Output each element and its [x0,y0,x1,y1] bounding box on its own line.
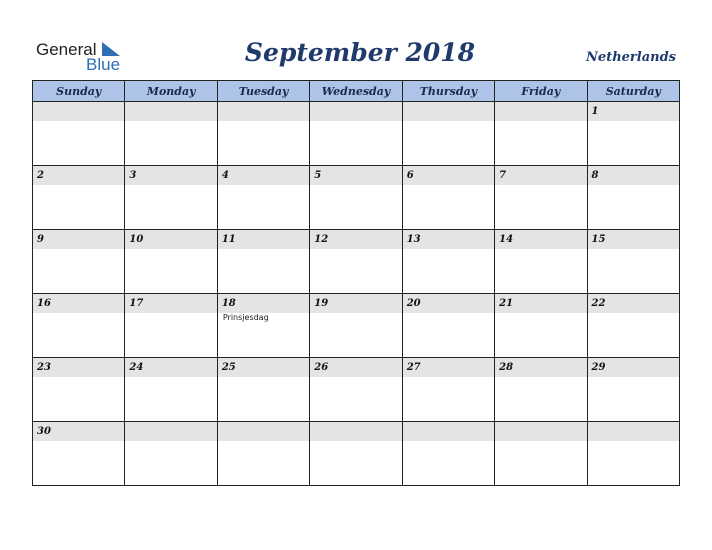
day-cell [217,422,309,486]
day-cell [217,166,309,230]
week-row [33,230,680,294]
day-cell [217,358,309,422]
day-band [403,422,494,441]
day-number: 7 [499,170,507,181]
logo-text-general: General [36,40,97,59]
day-number: 23 [37,362,51,373]
day-cell [125,230,217,294]
day-number: 18 [221,298,236,309]
day-number: 24 [129,362,144,373]
day-number: 11 [221,234,236,245]
day-number: 3 [129,170,137,181]
day-band [125,166,216,185]
day-band [310,422,401,441]
day-cell [402,102,494,166]
day-cell [402,422,494,486]
weekday-header-monday: Monday [125,81,217,102]
day-cell [33,166,125,230]
day-number: 13 [406,234,421,245]
day-number: 5 [314,170,322,181]
day-cell [587,166,679,230]
day-number: 14 [499,234,514,245]
day-band [125,102,216,121]
day-number: 12 [314,234,329,245]
day-band [33,102,124,121]
weekday-header-friday: Friday [495,81,587,102]
logo-text-blue: Blue [86,55,121,74]
day-band [495,102,586,121]
calendar-title: September 2018 [244,38,476,67]
day-band [33,230,124,249]
day-band [495,422,586,441]
day-cell [125,294,217,358]
day-number: 9 [37,234,44,245]
day-cell [495,358,587,422]
day-cell [310,230,402,294]
day-band [218,102,309,121]
weekday-header-tuesday: Tuesday [217,81,309,102]
day-number: 16 [37,298,51,309]
day-number: 21 [499,298,514,309]
day-band [403,166,494,185]
day-cell [33,294,125,358]
day-cell [310,102,402,166]
day-number: 30 [37,426,51,437]
day-cell [125,358,217,422]
weekday-header-row [33,81,680,102]
day-cell [310,166,402,230]
weekday-header-thursday: Thursday [402,81,494,102]
logo [36,40,136,74]
day-cell [402,358,494,422]
day-number: 8 [591,170,599,181]
day-band [310,102,401,121]
day-number: 1 [591,106,599,117]
day-band [218,166,309,185]
day-number: 19 [314,298,329,309]
day-cell [33,230,125,294]
week-row [33,294,680,358]
day-band [33,166,124,185]
day-cell [217,294,309,358]
day-band [588,102,679,121]
day-cell [402,230,494,294]
day-number: 29 [591,362,606,373]
week-row [33,166,680,230]
weekday-header-wednesday: Wednesday [310,81,402,102]
day-band [218,422,309,441]
day-number: 28 [499,362,514,373]
day-cell [587,294,679,358]
day-band [403,102,494,121]
country-name: Netherlands [586,50,676,65]
day-number: 6 [406,170,414,181]
day-number: 15 [591,234,606,245]
day-cell [33,102,125,166]
day-number: 26 [314,362,329,373]
day-cell [125,166,217,230]
day-cell [310,294,402,358]
day-cell [587,230,679,294]
day-number: 2 [37,170,44,181]
week-row [33,358,680,422]
day-number: 27 [406,362,421,373]
day-cell [402,294,494,358]
day-band [495,166,586,185]
day-cell [310,358,402,422]
weekday-header-sunday: Sunday [33,81,125,102]
day-cell [217,102,309,166]
weekday-header-saturday: Saturday [587,81,679,102]
day-cell [495,166,587,230]
day-cell [33,422,125,486]
day-cell [125,422,217,486]
day-number: 10 [129,234,144,245]
calendar-grid [32,80,680,486]
day-cell [310,422,402,486]
day-cell [217,230,309,294]
day-cell [587,422,679,486]
day-number: 22 [591,298,606,309]
day-cell [402,166,494,230]
day-cell [33,358,125,422]
day-cell [495,102,587,166]
day-band [125,422,216,441]
day-number: 20 [406,298,421,309]
day-cell [587,358,679,422]
day-band [310,166,401,185]
day-cell [587,102,679,166]
day-number: 4 [221,170,229,181]
day-number: 25 [221,362,236,373]
week-row [33,422,680,486]
calendar-body [33,102,680,486]
day-cell [495,230,587,294]
day-cell [125,102,217,166]
day-cell [495,422,587,486]
day-cell [495,294,587,358]
day-number: 17 [129,298,144,309]
day-band [588,422,679,441]
holiday-label: Prinsjesdag [222,313,269,322]
day-band [588,166,679,185]
week-row [33,102,680,166]
